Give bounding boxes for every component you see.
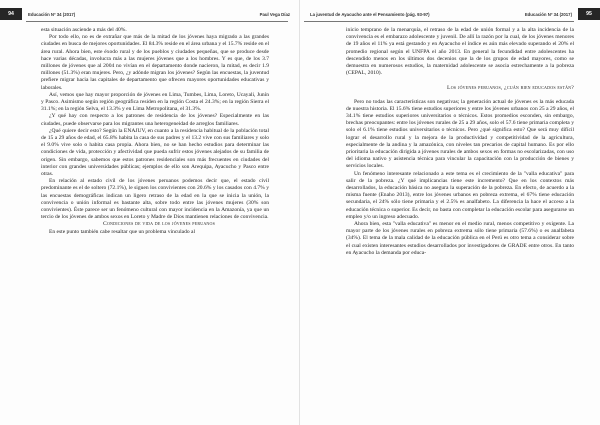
section-heading: Condiciones de vida de los jóvenes peruanos bbox=[102, 221, 216, 228]
paragraph: esta situación asciende a más del 40%. bbox=[41, 27, 127, 33]
right-header-title: La juventud de Ayacucho ante el Pensamiento (pág. 93-97) bbox=[310, 11, 430, 17]
paragraph: Por todo ello, no es de extrañar que más de la mitad de los jóvenes haya migrado a las grandes ciudades en busca de mejores oportunidades. El 84.3% reside en el área urbana y el 15.7% reside en el área rural. Ahora bien, este éxodo rural y de los pueblos y ciudades pequeñas, que se produce desde hace varias décadas, involucra más a las mujeres jóvenes que a los hombres. Y es que, de los 3.7 millones de jóvenes que al 2004 no vivían en el departamento donde nacieron, la mitad, es decir 1.9 millones (51.3%) eran mujeres. Pero, ¿y adónde migran los jóvenes? Según las encuestas, la juventud prefiere migrar hacia las capitales de departamento que ofrecen mayores oportunidades educativas y laborales. bbox=[41, 34, 269, 91]
paragraph: Pero no todas las características son negativas; la generación actual de jóvenes es la más educada de nuestra historia. El 15.6% tiene estudios superiores y entre los jóvenes urbanos con 25 a 29 años, el 34.1% tiene estudios superiores universitarios o técnicos. Estos promedios esconden, sin embargo, brechas preocupantes: entre los jóvenes rurales de 25 a 29 años, solo el 57.6 tiene primaria completa y solo el 6.1% tiene estudios universitarios o técnicos. Pero ¿qué significa esto? Que será muy difícil lograr el desarrollo rural y la mejora de la productividad y competitividad de la agricultura, especialmente de la andina y la amazónica, con niveles tan precarios de capital humano. Es por ello prioritaria la educación dirigida a jóvenes rurales de ambos sexos en formas no escolarizadas, con uso del idioma nativo y asistencia técnica para vincular la capacitación con la producción de bienes y servicios locales. bbox=[346, 98, 574, 170]
paragraph: ¿Qué quiere decir esto? Según la ENAJUV, en cuanto a la residencia habitual de la población total de 15 a 29 años de edad, el 65.8% habita la casa de sus padres y el 13.2 vive con sus familiares y solo el 9.0% vive solo o habita casa propia. Ahora bien, no se han hecho estudios para determinar las condiciones de vida, protección y afectividad que pueda sufrir estos jóvenes alejados de su familia de origen. Sin embargo, sabemos que estos patrones residenciales son más frecuentes en ciudades del interior con grandes universidades públicas; ejemplos de ello son Arequipa, Ayacucho y Pasco entre otras. bbox=[41, 127, 269, 178]
paragraph: inicio temprano de la menarquía, el retraso de la edad de unión formal y a la alta incidencia de la convivencia es el embarazo adolescente y juvenil. De allí la razón por la cual, de los jóvenes menores de 19 años el 11% ya está gestando y en Ayacucho el índice es aún más elevado superando el 20% el promedio regional según el UNFPA el año 2013. En general la fecundidad entre adolescentes ha descendido menos en los últimos dos decenios que la de los grupos de edad mayores, como se demuestra en numerosos estudios, la maternidad adolescente se asocia estrechamente a la pobreza (CEPAL, 2010). bbox=[346, 27, 574, 77]
left-header-rule bbox=[26, 21, 288, 22]
section-heading: Los jóvenes peruanos, ¿cuán bien educados están? bbox=[447, 85, 574, 92]
left-page-body bbox=[41, 27, 269, 236]
left-header-journal: Educación Nº 34 (2017) bbox=[28, 11, 76, 17]
right-page bbox=[300, 0, 600, 425]
right-page-number: 95 bbox=[578, 8, 600, 20]
right-page-body bbox=[346, 27, 574, 257]
paragraph: ¿Y qué hay con respecto a los patrones de residencia de los jóvenes? Especialmente en las ciudades, puede observarse para los migrantes una heterogeneidad de arreglos familiares. bbox=[41, 113, 269, 127]
left-header-author: Paul Vega Díaz bbox=[259, 11, 290, 17]
right-header-rule bbox=[304, 21, 574, 22]
right-running-header bbox=[304, 8, 600, 20]
right-header-journal: Educación Nº 34 (2017) bbox=[524, 11, 572, 17]
paragraph: En este punto también cabe resaltar que un problema vinculado al bbox=[49, 228, 196, 235]
paragraph: Un fenómeno interesante relacionado a este tema es el crecimiento de la "valla educativa" para salir de la pobreza. ¿Y qué implicancias tiene este incremento? Que en los contextos más desarrollados, la educación básica no asegura la superación de la pobreza. En efecto, de acuerdo a la misma fuente (Enaho 2013), entre los jóvenes urbanos en pobreza extrema, el 67% tiene educación secundaria, el 24% sólo tiene primaria y el 2.5% es analfabeto. La diferencia la hace el acceso a la educación técnica o superior. Es decir, no basta con completar la educación escolar para asegurarse un empleo y/o un ingreso adecuado. bbox=[346, 170, 574, 220]
left-running-header bbox=[0, 8, 296, 20]
left-page-number: 94 bbox=[0, 8, 22, 20]
paragraph: Así, vemos que hay mayor proporción de jóvenes en Lima, Tumbes, Lima, Loreto, Ucayali, Junín y Pasco. Asimismo según región geográfica residen en la región Costa el 24.3%; en la región Sierra el 31.1%; en la región Selva, el 13.3% y en Lima Metropolitana, el 31.3%. bbox=[41, 91, 269, 113]
paragraph: Ahora bien, esta "valla educativa" es menor en el medio rural, menos competitivo y exigente. La mayor parte de los jóvenes rurales en pobreza extrema sólo tiene primaria (57.6%) o es analfabeta (34%). El tema de la mala calidad de la educación pública en el Perú es otro tema a considerar sobre el cual existen interesantes estudios desarrollados por investigadores de GRADE entre otros. En tanto en Ayacucho la demanda por educa- bbox=[346, 221, 574, 256]
paragraph: En relación al estado civil de los jóvenes peruanos podemos decir que, el estado civil predominante es el de soltero (72.1%), le siguen los convivientes con 20.6% y los casados con 4.7% y las encuestas demográficas indican un ligero retraso de la edad en la que se inicia la unión, la convivencia o unión informal es bastante alta, sobre todo entre las jóvenes mujeres (30% son convivientes). Éste parece ser un fenómeno cultural con mayor incidencia en la Amazonía, ya que un tercio de los jóvenes de ambos sexos en Loreto y Madre de Dios mantienen relaciones de convivencia. bbox=[41, 178, 269, 221]
